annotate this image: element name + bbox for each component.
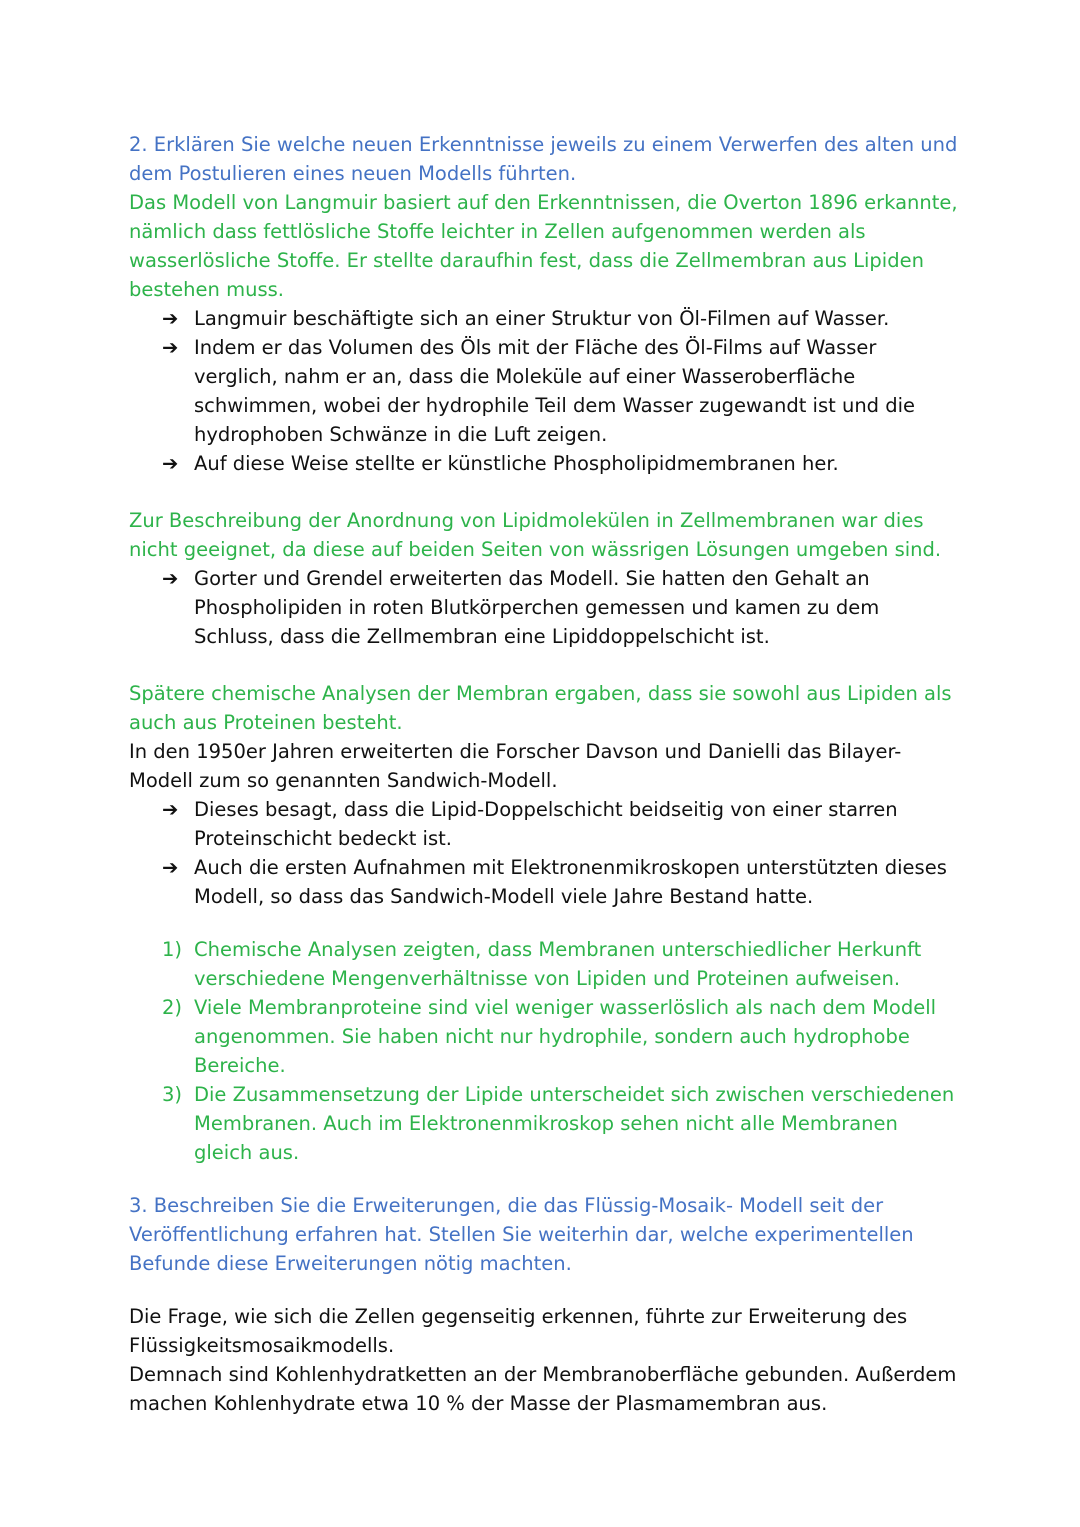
list-item-text: Dieses besagt, dass die Lipid-Doppelschicht beidseitig von einer starren Proteinschicht bedeckt ist. <box>194 798 898 850</box>
list-item <box>129 1080 959 1167</box>
arrow-right-icon: ➔ <box>162 307 179 330</box>
spacer <box>129 651 959 679</box>
document-page <box>129 130 959 1418</box>
list-marker: 2) <box>162 996 183 1019</box>
langmuir-intro: Das Modell von Langmuir basiert auf den Erkenntnissen, die Overton 1896 erkannte, nämlich dass fettlösliche Stoffe leichter in Zellen aufgenommen werden als wasserlösliche Stoffe. Er stellte daraufhin fest, dass die Zellmembran aus Lipiden bestehen muss. <box>129 191 958 301</box>
list-item <box>129 935 959 993</box>
spacer <box>129 1167 959 1191</box>
list-item <box>129 564 959 651</box>
sandwich-points <box>129 795 959 911</box>
question-3-answer-2: Demnach sind Kohlenhydratketten an der Membranoberfläche gebunden. Außerdem machen Kohlenhydrate etwa 10 % der Masse der Plasmamembran aus. <box>129 1363 957 1415</box>
question-3-heading: 3. Beschreiben Sie die Erweiterungen, die das Flüssig-Mosaik- Modell seit der Veröffentlichung erfahren hat. Stellen Sie weiterhin dar, welche experimentellen Befunde diese Erweiterungen nötig machten. <box>129 1194 914 1275</box>
list-item-text: Langmuir beschäftigte sich an einer Struktur von Öl-Filmen auf Wasser. <box>194 307 890 330</box>
list-item <box>129 795 959 853</box>
spacer <box>129 1278 959 1302</box>
arrow-right-icon: ➔ <box>162 567 179 590</box>
list-marker: 3) <box>162 1083 183 1106</box>
list-item-text: Die Zusammensetzung der Lipide unterscheidet sich zwischen verschiedenen Membranen. Auch im Elektronenmikroskop sehen nicht alle Membranen gleich aus. <box>194 1083 955 1164</box>
question-2-heading: 2. Erklären Sie welche neuen Erkenntnisse jeweils zu einem Verwerfen des alten und dem Postulieren eines neuen Modells führten. <box>129 133 958 185</box>
bilayer-points <box>129 564 959 651</box>
list-item-text: Auch die ersten Aufnahmen mit Elektronenmikroskopen unterstützten dieses Modell, so dass das Sandwich-Modell viele Jahre Bestand hatte. <box>194 856 947 908</box>
list-item <box>129 853 959 911</box>
bilayer-intro: Zur Beschreibung der Anordnung von Lipidmolekülen in Zellmembranen war dies nicht geeignet, da diese auf beiden Seiten von wässrigen Lösungen umgeben sind. <box>129 509 942 561</box>
arrow-right-icon: ➔ <box>162 856 179 879</box>
spacer <box>129 911 959 935</box>
langmuir-points <box>129 304 959 478</box>
sandwich-intro-green: Spätere chemische Analysen der Membran ergaben, dass sie sowohl aus Lipiden als auch aus Proteinen besteht. <box>129 682 952 734</box>
question-3-answer-1: Die Frage, wie sich die Zellen gegenseitig erkennen, führte zur Erweiterung des Flüssigkeitsmosaikmodells. <box>129 1305 908 1357</box>
list-item-text: Gorter und Grendel erweiterten das Modell. Sie hatten den Gehalt an Phospholipiden in roten Blutkörperchen gemessen und kamen zu dem Schluss, dass die Zellmembran eine Lipiddoppelschicht ist. <box>194 567 880 648</box>
list-item-text: Chemische Analysen zeigten, dass Membranen unterschiedlicher Herkunft verschiedene Mengenverhältnisse von Lipiden und Proteinen aufweisen. <box>194 938 922 990</box>
list-item <box>129 449 959 478</box>
list-marker: 1) <box>162 938 183 961</box>
list-item-text: Auf diese Weise stellte er künstliche Phospholipidmembranen her. <box>194 452 839 475</box>
spacer <box>129 478 959 506</box>
arrow-right-icon: ➔ <box>162 336 179 359</box>
list-item-text: Indem er das Volumen des Öls mit der Fläche des Öl-Films auf Wasser verglich, nahm er an, dass die Moleküle auf einer Wasseroberfläche schwimmen, wobei der hydrophile Teil dem Wasser zugewandt ist und die hydrophoben Schwänze in die Luft zeigen. <box>194 336 916 446</box>
numbered-findings <box>129 935 959 1167</box>
list-item <box>129 993 959 1080</box>
list-item <box>129 304 959 333</box>
list-item <box>129 333 959 449</box>
arrow-right-icon: ➔ <box>162 798 179 821</box>
list-item-text: Viele Membranproteine sind viel weniger wasserlöslich als nach dem Modell angenommen. Sie haben nicht nur hydrophile, sondern auch hydrophobe Bereiche. <box>194 996 937 1077</box>
sandwich-intro-black: In den 1950er Jahren erweiterten die Forscher Davson und Danielli das Bilayer-Modell zum so genannten Sandwich-Modell. <box>129 740 902 792</box>
arrow-right-icon: ➔ <box>162 452 179 475</box>
